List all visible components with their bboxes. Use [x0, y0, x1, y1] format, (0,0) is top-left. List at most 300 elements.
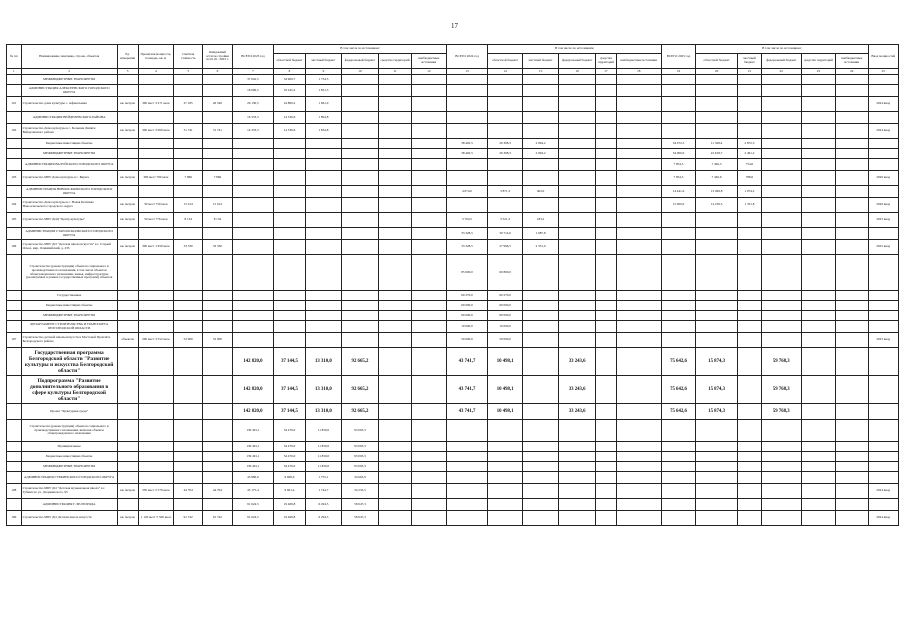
empty-cell [595, 112, 616, 124]
header-2024-regional: областной бюджет [488, 54, 522, 69]
empty-cell [595, 291, 616, 301]
cell-cap [138, 301, 174, 311]
cell-rem: 15 914 [203, 198, 232, 213]
empty-cell [595, 348, 616, 376]
header-2024-local: местный бюджет [522, 54, 559, 69]
cell-no [7, 75, 22, 85]
cell-rem [203, 321, 232, 333]
header-2023-local: местный бюджет [305, 54, 342, 69]
cell-o24 [488, 97, 522, 112]
cell-m24 [522, 311, 559, 321]
cell-t24: 50 000,0 [446, 333, 488, 348]
cell-m23: 11 850,0 [305, 452, 342, 462]
cell-t23: 37 042,5 [232, 75, 274, 85]
cell-m25: 1 074,2 [737, 186, 761, 198]
row-name: Государственная программа Белгородской области "Развитие культуры и искусства Белгородской области" [21, 348, 117, 376]
cell-m23: 11 850,0 [305, 420, 342, 442]
cell-no: 108 [7, 484, 22, 499]
empty-cell [801, 442, 835, 452]
cell-m25 [737, 376, 761, 404]
empty-cell [616, 376, 661, 404]
cell-m23: 1 834,8 [305, 124, 342, 139]
cell-m25 [737, 420, 761, 442]
cell-t25 [661, 124, 695, 139]
empty-cell [378, 198, 411, 213]
cell-t24 [446, 472, 488, 484]
cell-cap [138, 159, 174, 171]
cell-f24 [559, 484, 596, 499]
cell-t23 [232, 291, 274, 301]
cell-o24: 26 308,3 [488, 139, 522, 149]
empty-cell [836, 301, 868, 311]
header-2025-federal: федеральный бюджет [761, 54, 801, 69]
empty-cell [595, 376, 616, 404]
cell-cost: 31 741 [174, 124, 203, 139]
cell-t24 [446, 112, 488, 124]
cell-m24 [522, 85, 559, 97]
cell-m25 [737, 472, 761, 484]
cell-m23 [305, 159, 342, 171]
header-group-2024: В том числе по источникам: [488, 45, 661, 54]
empty-cell [378, 511, 411, 526]
cell-m24 [522, 291, 559, 301]
empty-cell [378, 255, 411, 291]
row-name: Строительство детской школы искусств в Мостовой Проплёте Белгородского района [21, 333, 117, 348]
cell-cost [174, 149, 203, 159]
empty-cell [412, 240, 446, 255]
empty-cell [616, 311, 661, 321]
cell-t25 [661, 333, 695, 348]
empty-cell [378, 75, 411, 85]
cell-unit [117, 186, 138, 198]
cell-t24: 85 000,0 [446, 255, 488, 291]
cell-cap [138, 291, 174, 301]
cell-cap [138, 85, 174, 97]
cell-o24 [488, 159, 522, 171]
empty-cell [836, 484, 868, 499]
row-name: Бюджетные инвестиции объекты [21, 452, 117, 462]
table-row [7, 186, 899, 198]
cell-m24 [522, 376, 559, 404]
cell-cost: 91 742 [174, 511, 203, 526]
cell-t23: 91 624,5 [232, 499, 274, 511]
empty-cell [412, 311, 446, 321]
cell-comm [868, 452, 899, 462]
cell-o25 [696, 97, 738, 112]
cell-o24: 60 800,0 [488, 255, 522, 291]
cell-f23: 58 647,3 [342, 499, 379, 511]
cell-o23: 37 144,5 [274, 348, 305, 376]
cell-t25 [661, 301, 695, 311]
empty-cell [616, 97, 661, 112]
row-name: Строительство Дома культуры в с. Новая Безгинка Новооскольского городского округа [21, 198, 117, 213]
cell-no: 109 [7, 511, 22, 526]
empty-cell [616, 112, 661, 124]
empty-cell [801, 85, 835, 97]
cell-m24 [522, 124, 559, 139]
empty-cell [378, 112, 411, 124]
cell-o23: 34 476,0 [274, 420, 305, 442]
table-row [7, 452, 899, 462]
empty-cell [836, 348, 868, 376]
empty-cell [836, 420, 868, 442]
cell-unit [117, 159, 138, 171]
cell-f25 [761, 85, 801, 97]
row-name: Строительство (реконструкция) объектов социального и производственного назначения, включая объекты общегражданского назначения [21, 420, 117, 442]
cell-t23: 139 491,1 [232, 442, 274, 452]
cell-comm: 2026 ввод [868, 171, 899, 186]
row-name: АДМИНИСТРАЦИЯ НОВООСКОЛЬСКОГО ГОРОДСКОГО ОКРУГА [21, 186, 117, 198]
cell-unit [117, 311, 138, 321]
cell-f25 [761, 171, 801, 186]
cell-m23 [305, 291, 342, 301]
cell-rem: 26 549 [203, 97, 232, 112]
cell-f24 [559, 301, 596, 311]
cell-m25: 1 331,8 [737, 198, 761, 213]
empty-cell [412, 321, 446, 333]
empty-cell [378, 376, 411, 404]
empty-cell [616, 75, 661, 85]
cell-cost [174, 186, 203, 198]
empty-cell [378, 420, 411, 442]
cell-comm [868, 376, 899, 404]
empty-cell [836, 171, 868, 186]
empty-cell [801, 124, 835, 139]
cell-f24 [559, 499, 596, 511]
cell-rem [203, 186, 232, 198]
cell-m23: 11 850,0 [305, 462, 342, 472]
empty-cell [801, 376, 835, 404]
cell-m25 [737, 348, 761, 376]
cell-t25 [661, 321, 695, 333]
cell-m24 [522, 333, 559, 348]
cell-m25: 788,0 [737, 171, 761, 186]
cell-f25: 59 768,3 [761, 404, 801, 420]
cell-o23 [274, 186, 305, 198]
cell-t24: 60 270,0 [446, 291, 488, 301]
empty-cell [378, 85, 411, 97]
table-row [7, 472, 899, 484]
column-number: 11 [378, 69, 411, 75]
table-row [7, 499, 899, 511]
cell-o24 [488, 462, 522, 472]
cell-f24 [559, 420, 596, 442]
cell-f24 [559, 291, 596, 301]
cell-o23 [274, 301, 305, 311]
empty-cell [801, 472, 835, 484]
cell-cost: 27 185 [174, 97, 203, 112]
empty-cell [378, 404, 411, 420]
cell-o25 [696, 85, 738, 97]
cell-m23: 1 804,8 [305, 112, 342, 124]
empty-cell [378, 348, 411, 376]
cell-no [7, 112, 22, 124]
cell-cost [174, 462, 203, 472]
cell-o24 [488, 499, 522, 511]
cell-t23: 16 333,3 [232, 112, 274, 124]
cell-f24 [559, 124, 596, 139]
cell-comm [868, 321, 899, 333]
cell-cap [138, 255, 174, 291]
empty-cell [595, 499, 616, 511]
table-row [7, 311, 899, 321]
cell-f23 [342, 186, 379, 198]
cell-cost: 33 330 [174, 240, 203, 255]
cell-rem: 44 704 [203, 484, 232, 499]
cell-unit [117, 149, 138, 159]
cell-t23: 26 130,5 [232, 97, 274, 112]
table-row [7, 171, 899, 186]
cell-t23: 139 491,1 [232, 452, 274, 462]
header-2023-territory: средства территорий [378, 54, 411, 69]
empty-cell [836, 462, 868, 472]
empty-cell [836, 112, 868, 124]
cell-o23: 14 536,6 [274, 124, 305, 139]
cell-t23 [232, 186, 274, 198]
empty-cell [595, 484, 616, 499]
empty-cell [595, 472, 616, 484]
empty-cell [616, 198, 661, 213]
header-2025-extra: внебюджетные источники [836, 54, 868, 69]
cell-t23 [232, 321, 274, 333]
cell-m24 [522, 420, 559, 442]
cell-o24 [488, 171, 522, 186]
cell-m25 [737, 404, 761, 420]
empty-cell [378, 472, 411, 484]
empty-cell [412, 255, 446, 291]
empty-cell [378, 499, 411, 511]
cell-comm: 2024 ввод [868, 97, 899, 112]
cell-comm [868, 75, 899, 85]
empty-cell [801, 171, 835, 186]
cell-f23 [342, 198, 379, 213]
empty-cell [836, 139, 868, 149]
cell-f24 [559, 333, 596, 348]
empty-cell [836, 442, 868, 452]
cell-unit [117, 255, 138, 291]
cell-comm [868, 301, 899, 311]
empty-cell [378, 452, 411, 462]
cell-t23 [232, 171, 274, 186]
cell-cap: 200 мест 3 552 кв.м [138, 333, 174, 348]
header-2025-regional: областной бюджет [696, 54, 738, 69]
cell-rem [203, 85, 232, 97]
cell-m24 [522, 472, 559, 484]
cell-m23: 1 755,1 [305, 472, 342, 484]
cell-rem [203, 291, 232, 301]
cell-cost [174, 255, 203, 291]
cell-t25: 14 441,6 [661, 186, 695, 198]
cell-f25 [761, 159, 801, 171]
empty-cell [836, 472, 868, 484]
header-2023-federal: федеральный бюджет [342, 54, 379, 69]
empty-cell [378, 186, 411, 198]
cell-cap: 50 мест 776 кв.м [138, 213, 174, 228]
cell-f25 [761, 511, 801, 526]
cell-t25: 75 642,6 [661, 404, 695, 420]
cell-unit: кв. метров [117, 198, 138, 213]
header-group-row [7, 45, 899, 54]
table-row [7, 213, 899, 228]
empty-cell [412, 149, 446, 159]
empty-cell [412, 198, 446, 213]
cell-f24 [559, 112, 596, 124]
cell-f23 [342, 171, 379, 186]
cell-f23 [342, 75, 379, 85]
cell-rem [203, 420, 232, 442]
cell-o23 [274, 255, 305, 291]
empty-cell [836, 124, 868, 139]
cell-o24: 3 871,3 [488, 186, 522, 198]
cell-f24 [559, 228, 596, 240]
empty-cell [378, 442, 411, 452]
table-row [7, 376, 899, 404]
cell-t23 [232, 311, 274, 321]
cell-f25 [761, 198, 801, 213]
cell-f24 [559, 186, 596, 198]
cell-no: 104 [7, 198, 22, 213]
empty-cell [801, 186, 835, 198]
cell-o24: 26 308,3 [488, 149, 522, 159]
empty-cell [412, 213, 446, 228]
table-row [7, 333, 899, 348]
cell-no [7, 462, 22, 472]
column-number: 17 [595, 69, 616, 75]
cell-cap: 300 мест 3 271 кв.м [138, 97, 174, 112]
cell-cost [174, 139, 203, 149]
table-row [7, 112, 899, 124]
cell-t24 [446, 452, 488, 462]
empty-cell [412, 404, 446, 420]
cell-comm [868, 186, 899, 198]
cell-unit: кв. метров [117, 213, 138, 228]
cell-m25 [737, 213, 761, 228]
cell-cap [138, 442, 174, 452]
cell-rem [203, 75, 232, 85]
cell-t23 [232, 213, 274, 228]
empty-cell [595, 255, 616, 291]
column-number: 20 [696, 69, 738, 75]
empty-cell [801, 484, 835, 499]
cell-f25 [761, 240, 801, 255]
column-number: 25 [868, 69, 899, 75]
empty-cell [595, 301, 616, 311]
cell-o25: 15 874,3 [696, 404, 738, 420]
cell-unit [117, 442, 138, 452]
cell-rem [203, 376, 232, 404]
cell-cap [138, 348, 174, 376]
cell-f25 [761, 97, 801, 112]
column-number: 18 [616, 69, 661, 75]
table-row [7, 124, 899, 139]
cell-m24 [522, 198, 559, 213]
cell-o23 [274, 159, 305, 171]
cell-f23 [342, 112, 379, 124]
cell-t24: 43 741,7 [446, 404, 488, 420]
cell-f23 [342, 159, 379, 171]
empty-cell [412, 291, 446, 301]
cell-m24 [522, 75, 559, 85]
cell-o25 [696, 452, 738, 462]
cell-comm [868, 420, 899, 442]
cell-o24 [488, 124, 522, 139]
empty-cell [595, 404, 616, 420]
cell-no [7, 291, 22, 301]
empty-cell [595, 124, 616, 139]
cell-m25 [737, 462, 761, 472]
empty-cell [801, 348, 835, 376]
cell-o24 [488, 198, 522, 213]
cell-rem [203, 255, 232, 291]
cell-m25 [737, 85, 761, 97]
cell-t25 [661, 420, 695, 442]
empty-cell [595, 198, 616, 213]
cell-f25 [761, 149, 801, 159]
cell-t25 [661, 462, 695, 472]
cell-cost [174, 376, 203, 404]
cell-t24: 4 074,0 [446, 186, 488, 198]
table-row [7, 75, 899, 85]
empty-cell [836, 511, 868, 526]
cell-f25 [761, 228, 801, 240]
cell-t23: 45 175,4 [232, 484, 274, 499]
column-number: 16 [559, 69, 596, 75]
empty-cell [378, 149, 411, 159]
table-row [7, 484, 899, 499]
cell-o24 [488, 75, 522, 85]
cell-cost [174, 291, 203, 301]
cell-o25 [696, 301, 738, 311]
empty-cell [801, 291, 835, 301]
header-group-2025: В том числе по источникам: [696, 45, 868, 54]
cell-unit: кв. метров [117, 240, 138, 255]
cell-f25 [761, 112, 801, 124]
empty-cell [595, 159, 616, 171]
empty-cell [801, 75, 835, 85]
cell-o24: 10 498,1 [488, 404, 522, 420]
cell-o24: 10 000,0 [488, 321, 522, 333]
empty-cell [801, 97, 835, 112]
cell-o23: 19 469,8 [274, 511, 305, 526]
cell-o23: 16 245,2 [274, 85, 305, 97]
cell-m23: 11 850,0 [305, 442, 342, 452]
table-row [7, 240, 899, 255]
empty-cell [412, 348, 446, 376]
cell-no [7, 499, 22, 511]
cell-o24 [488, 85, 522, 97]
cell-m24 [522, 171, 559, 186]
empty-cell [836, 376, 868, 404]
empty-cell [616, 484, 661, 499]
cell-cost [174, 442, 203, 452]
cell-no [7, 311, 22, 321]
cell-o23: 14 536,6 [274, 112, 305, 124]
cell-t24: 60 000,0 [446, 311, 488, 321]
cell-t24: 10 000,0 [446, 321, 488, 333]
cell-m24 [522, 348, 559, 376]
empty-cell [378, 228, 411, 240]
cell-m23 [305, 321, 342, 333]
cell-rem [203, 348, 232, 376]
cell-f23: 92 665,2 [342, 376, 379, 404]
table-row [7, 149, 899, 159]
cell-comm [868, 499, 899, 511]
cell-m24 [522, 112, 559, 124]
cell-f25 [761, 462, 801, 472]
cell-f23: 34 603,9 [342, 472, 379, 484]
cell-f24 [559, 240, 596, 255]
cell-f25 [761, 484, 801, 499]
